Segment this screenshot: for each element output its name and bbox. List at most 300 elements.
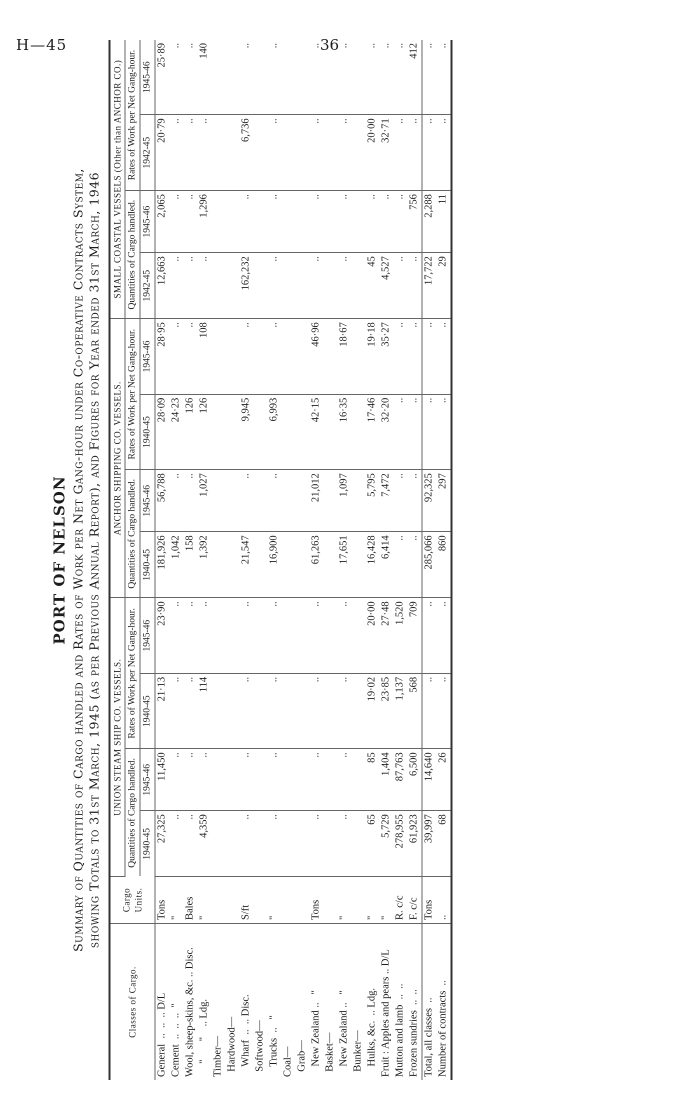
cargo-class-cell: Fruit : Apples and pears .. D/L <box>380 948 392 1077</box>
value-cell <box>254 748 268 810</box>
value-cell: .. <box>338 673 352 749</box>
value-cell <box>296 597 310 673</box>
table-row <box>422 40 437 1080</box>
table-row <box>296 40 310 1080</box>
value-cell: .. <box>184 748 198 810</box>
union-header: UNION STEAM SHIP CO. VESSELS. <box>110 597 126 876</box>
value-cell: 278,955 <box>394 810 408 876</box>
table-row <box>254 40 268 1080</box>
value-cell <box>296 531 310 597</box>
value-cell: .. <box>170 810 184 876</box>
value-cell: 23·90 <box>155 597 170 673</box>
year-header: 1945-46 <box>140 318 155 394</box>
value-cell: .. <box>184 673 198 749</box>
value-cell <box>226 748 240 810</box>
value-cell: .. <box>310 810 324 876</box>
value-cell: 12,663 <box>155 252 170 318</box>
value-cell <box>254 810 268 876</box>
value-cell: .. <box>240 318 254 394</box>
value-cell: 1,042 <box>170 531 184 597</box>
value-cell <box>352 673 366 749</box>
cargo-unit-cell: Bales <box>184 876 198 923</box>
cargo-unit-cell: Tons <box>310 876 324 923</box>
value-cell: .. <box>408 394 423 470</box>
value-cell: .. <box>268 318 282 394</box>
value-cell: .. <box>184 810 198 876</box>
value-cell: .. <box>394 252 408 318</box>
value-cell <box>212 810 226 876</box>
value-cell: .. <box>240 597 254 673</box>
value-cell: 18·67 <box>338 318 352 394</box>
value-cell: 6,736 <box>240 114 254 190</box>
value-cell <box>296 190 310 252</box>
value-cell: .. <box>437 394 452 470</box>
small-header: SMALL COASTAL VESSELS (Other than ANCHOR CO.) <box>110 40 126 319</box>
value-cell: .. <box>240 673 254 749</box>
value-cell: .. <box>338 40 352 115</box>
cargo-unit-cell: " <box>366 876 380 923</box>
value-cell: 20·00 <box>366 597 380 673</box>
cargo-class-cell: Basket— <box>324 1032 336 1077</box>
value-cell: 1,137 <box>394 673 408 749</box>
value-cell: 32·20 <box>380 394 394 470</box>
cargo-class-cell: New Zealand .. " <box>310 989 322 1077</box>
value-cell <box>296 469 310 531</box>
value-cell: 26 <box>437 748 452 810</box>
value-cell: .. <box>184 252 198 318</box>
value-cell: 65 <box>366 810 380 876</box>
value-cell: .. <box>170 190 184 252</box>
value-cell: 2,288 <box>422 190 437 252</box>
value-cell: 16·35 <box>338 394 352 470</box>
value-cell: .. <box>408 114 423 190</box>
value-cell <box>296 40 310 115</box>
value-cell: 16,428 <box>366 531 380 597</box>
value-cell: 39,997 <box>422 810 437 876</box>
page-number: 36 <box>320 36 340 54</box>
table-row <box>268 40 282 1080</box>
table-row <box>380 40 394 1080</box>
union-rates-header: Rates of Work per Net Gang-hour. <box>125 597 140 748</box>
value-cell: 68 <box>437 810 452 876</box>
value-cell: 568 <box>408 673 423 749</box>
value-cell: .. <box>437 673 452 749</box>
value-cell: .. <box>310 190 324 252</box>
page-series: H—45 <box>16 36 68 54</box>
value-cell: .. <box>394 190 408 252</box>
value-cell: 21,547 <box>240 531 254 597</box>
cargo-class-cell: Softwood— <box>254 1019 266 1077</box>
cargo-unit-cell: " <box>198 876 212 923</box>
value-cell: 42·15 <box>310 394 324 470</box>
union-qty-header: Quantities of Cargo handled. <box>125 748 140 876</box>
value-cell: 126 <box>184 394 198 470</box>
value-cell: .. <box>310 252 324 318</box>
value-cell: .. <box>198 252 212 318</box>
year-header: 1942-45 <box>140 252 155 318</box>
value-cell: 23·85 <box>380 673 394 749</box>
cargo-unit-cell <box>324 876 338 923</box>
value-cell: .. <box>170 597 184 673</box>
anchor-header: ANCHOR SHIPPING CO. VESSELS. <box>110 318 126 597</box>
table-row <box>324 40 338 1080</box>
value-cell: 158 <box>184 531 198 597</box>
value-cell: .. <box>437 597 452 673</box>
value-cell: .. <box>268 673 282 749</box>
table-row <box>394 40 408 1080</box>
value-cell: .. <box>198 748 212 810</box>
value-cell: 412 <box>408 40 423 115</box>
cargo-class-cell: General .. .. .. D/L <box>156 992 168 1077</box>
value-cell: 297 <box>437 469 452 531</box>
value-cell <box>352 469 366 531</box>
cargo-unit-cell: S/ft <box>240 876 254 923</box>
value-cell: 19·18 <box>366 318 380 394</box>
table-row <box>338 40 352 1080</box>
value-cell <box>212 40 226 115</box>
value-cell: 1,296 <box>198 190 212 252</box>
value-cell: 61,923 <box>408 810 423 876</box>
cargo-class-cell: Trucks .. " <box>268 1014 280 1077</box>
table-row <box>198 40 212 1080</box>
value-cell <box>254 394 268 470</box>
value-cell: .. <box>338 810 352 876</box>
value-cell <box>296 748 310 810</box>
cargo-summary-table <box>109 40 453 1080</box>
value-cell: 61,263 <box>310 531 324 597</box>
value-cell: 27·48 <box>380 597 394 673</box>
value-cell: 11 <box>437 190 452 252</box>
year-header: 1945-46 <box>140 597 155 673</box>
table-row <box>366 40 380 1080</box>
table-row <box>437 40 452 1080</box>
value-cell: .. <box>268 469 282 531</box>
value-cell: .. <box>338 190 352 252</box>
value-cell: 85 <box>366 748 380 810</box>
table-row <box>212 40 226 1080</box>
value-cell: 1,404 <box>380 748 394 810</box>
anchor-qty-header: Quantities of Cargo handled. <box>125 469 140 597</box>
value-cell: 5,729 <box>380 810 394 876</box>
value-cell <box>212 114 226 190</box>
value-cell: .. <box>422 114 437 190</box>
value-cell: .. <box>310 114 324 190</box>
value-cell: .. <box>338 252 352 318</box>
value-cell: .. <box>240 40 254 115</box>
value-cell: 28·95 <box>155 318 170 394</box>
cargo-class-cell: Hulks, &c. .. Ldg. <box>366 987 378 1077</box>
rotated-table-page <box>43 40 658 1080</box>
value-cell: .. <box>366 190 380 252</box>
value-cell <box>212 394 226 470</box>
value-cell: 11,450 <box>155 748 170 810</box>
value-cell <box>254 318 268 394</box>
value-cell <box>324 190 338 252</box>
value-cell: 24·23 <box>170 394 184 470</box>
table-row <box>352 40 366 1080</box>
value-cell: .. <box>170 673 184 749</box>
value-cell: .. <box>422 318 437 394</box>
value-cell: .. <box>268 252 282 318</box>
value-cell: .. <box>408 531 423 597</box>
value-cell <box>254 531 268 597</box>
value-cell: .. <box>268 748 282 810</box>
value-cell <box>324 597 338 673</box>
value-cell <box>212 673 226 749</box>
value-cell <box>296 114 310 190</box>
value-cell: 2,065 <box>155 190 170 252</box>
value-cell <box>212 252 226 318</box>
value-cell <box>324 531 338 597</box>
value-cell: .. <box>184 114 198 190</box>
cargo-unit-cell <box>212 876 226 923</box>
title-line-1: Summary of Quantities of Cargo handled and Rates of Work per Net Gang-hour under Co-operative Contracts System, <box>70 167 86 952</box>
value-cell: 6,993 <box>268 394 282 470</box>
table-row <box>184 40 198 1080</box>
value-cell: .. <box>408 252 423 318</box>
value-cell <box>226 318 240 394</box>
value-cell: 1,392 <box>198 531 212 597</box>
value-cell: 181,926 <box>155 531 170 597</box>
value-cell: 45 <box>366 252 380 318</box>
value-cell: .. <box>394 318 408 394</box>
value-cell <box>352 597 366 673</box>
year-header: 1945-46 <box>140 190 155 252</box>
value-cell <box>296 810 310 876</box>
value-cell: .. <box>184 40 198 115</box>
value-cell: .. <box>437 40 452 115</box>
value-cell <box>296 252 310 318</box>
value-cell: 1,520 <box>394 597 408 673</box>
value-cell: 46·96 <box>310 318 324 394</box>
value-cell: .. <box>170 469 184 531</box>
year-header: 1942-45 <box>140 114 155 190</box>
value-cell <box>282 394 296 470</box>
value-cell <box>282 190 296 252</box>
value-cell: .. <box>170 748 184 810</box>
cargo-unit-cell: .. <box>437 876 452 923</box>
cargo-class-cell: Cement .. .. .. " <box>170 1002 182 1077</box>
anchor-rates-header: Rates of Work per Net Gang-hour. <box>125 318 140 469</box>
value-cell: 17,651 <box>338 531 352 597</box>
value-cell <box>296 318 310 394</box>
cargo-unit-cell: " <box>380 876 394 923</box>
value-cell: 20·79 <box>155 114 170 190</box>
value-cell: 25·89 <box>155 40 170 115</box>
value-cell <box>324 318 338 394</box>
value-cell <box>324 469 338 531</box>
small-qty-header: Quantities of Cargo handled. <box>125 190 140 318</box>
value-cell: .. <box>184 469 198 531</box>
table-row <box>240 40 254 1080</box>
cargo-class-cell: " " .. Ldg. <box>198 998 210 1077</box>
value-cell <box>324 810 338 876</box>
table-row <box>226 40 240 1080</box>
value-cell: .. <box>422 673 437 749</box>
cargo-class-cell: Timber— <box>212 1035 224 1077</box>
value-cell: 7,472 <box>380 469 394 531</box>
value-cell <box>324 114 338 190</box>
year-header: 1945-46 <box>140 469 155 531</box>
value-cell: .. <box>170 252 184 318</box>
value-cell <box>282 318 296 394</box>
small-rates-header: Rates of Work per Net Gang-hour. <box>125 40 140 191</box>
value-cell: .. <box>422 597 437 673</box>
table-row <box>170 40 184 1080</box>
cargo-unit-cell <box>254 876 268 923</box>
cargo-class-cell: Hardwood— <box>226 1016 238 1077</box>
value-cell: 16,900 <box>268 531 282 597</box>
cargo-unit-cell: " <box>170 876 184 923</box>
value-cell: .. <box>394 114 408 190</box>
value-cell <box>352 252 366 318</box>
value-cell: 17·46 <box>366 394 380 470</box>
value-cell: .. <box>198 114 212 190</box>
value-cell <box>254 597 268 673</box>
cargo-class-cell: Frozen sundries .. .. <box>408 988 420 1077</box>
cargo-class-cell: Grab— <box>296 1039 308 1077</box>
cargo-class-cell: Wool, sheep-skins, &c. .. Disc. <box>184 946 196 1077</box>
value-cell: .. <box>394 394 408 470</box>
value-cell <box>352 531 366 597</box>
value-cell <box>296 394 310 470</box>
value-cell <box>352 40 366 115</box>
year-header: 1945-46 <box>140 748 155 810</box>
cargo-unit-cell: R. c/c <box>394 876 408 923</box>
year-header: 1945-46 <box>140 40 155 115</box>
value-cell: 756 <box>408 190 423 252</box>
value-cell <box>254 469 268 531</box>
table-row <box>155 40 170 1080</box>
value-cell <box>226 40 240 115</box>
value-cell: .. <box>422 394 437 470</box>
value-cell: .. <box>338 597 352 673</box>
value-cell: .. <box>240 810 254 876</box>
value-cell: 114 <box>198 673 212 749</box>
value-cell: 162,232 <box>240 252 254 318</box>
cargo-unit-cell: Tons <box>155 876 170 923</box>
value-cell <box>226 673 240 749</box>
cargo-class-cell: Mutton and lamb .. .. <box>394 983 406 1077</box>
value-cell <box>324 394 338 470</box>
value-cell: .. <box>310 673 324 749</box>
value-cell: .. <box>408 469 423 531</box>
value-cell <box>254 190 268 252</box>
value-cell <box>254 40 268 115</box>
cargo-class-cell: Number of contracts .. <box>437 923 452 1080</box>
table-title <box>71 40 103 1080</box>
value-cell: 4,359 <box>198 810 212 876</box>
year-header: 1940-45 <box>140 394 155 470</box>
value-cell: .. <box>240 469 254 531</box>
table-body <box>155 40 452 1080</box>
value-cell: 21,012 <box>310 469 324 531</box>
value-cell: 709 <box>408 597 423 673</box>
cargo-class-cell: Total, all classes .. <box>422 923 437 1080</box>
value-cell <box>352 318 366 394</box>
value-cell: 29 <box>437 252 452 318</box>
value-cell <box>324 673 338 749</box>
cargo-unit-cell: " <box>338 876 352 923</box>
value-cell <box>226 190 240 252</box>
value-cell <box>212 531 226 597</box>
value-cell: 35·27 <box>380 318 394 394</box>
value-cell <box>324 748 338 810</box>
value-cell: 285,066 <box>422 531 437 597</box>
value-cell: .. <box>310 748 324 810</box>
value-cell <box>352 748 366 810</box>
cargo-class-cell: Bunker— <box>352 1029 364 1077</box>
value-cell <box>282 40 296 115</box>
value-cell <box>226 394 240 470</box>
cargo-unit-cell: F. c/c <box>408 876 423 923</box>
value-cell <box>282 114 296 190</box>
value-cell: .. <box>240 748 254 810</box>
value-cell: 92,325 <box>422 469 437 531</box>
table-row <box>408 40 423 1080</box>
value-cell: .. <box>170 40 184 115</box>
value-cell: .. <box>240 190 254 252</box>
value-cell <box>282 469 296 531</box>
value-cell <box>282 597 296 673</box>
cargo-class-cell: New Zealand .. " <box>338 989 350 1077</box>
value-cell: 19·02 <box>366 673 380 749</box>
value-cell <box>212 469 226 531</box>
value-cell: 87,763 <box>394 748 408 810</box>
value-cell: 21·13 <box>155 673 170 749</box>
title-line-2: showing Totals to 31st March, 1945 (as per Previous Annual Report), and Figures for Year ended 31st March, 1946 <box>86 171 102 948</box>
value-cell: .. <box>170 114 184 190</box>
value-cell: 20·00 <box>366 114 380 190</box>
value-cell: 6,500 <box>408 748 423 810</box>
value-cell <box>226 114 240 190</box>
value-cell <box>212 748 226 810</box>
value-cell: 17,722 <box>422 252 437 318</box>
value-cell: .. <box>394 469 408 531</box>
value-cell: .. <box>268 810 282 876</box>
year-header: 1940-45 <box>140 810 155 876</box>
cargo-unit-cell: " <box>268 876 282 923</box>
value-cell: .. <box>268 40 282 115</box>
cargo-unit-cell <box>226 876 240 923</box>
value-cell: .. <box>170 318 184 394</box>
value-cell <box>282 810 296 876</box>
value-cell: 140 <box>198 40 212 115</box>
units-header: Cargo Units. <box>110 876 156 923</box>
value-cell: .. <box>184 318 198 394</box>
value-cell <box>226 597 240 673</box>
value-cell: 14,640 <box>422 748 437 810</box>
value-cell <box>352 810 366 876</box>
value-cell <box>226 469 240 531</box>
value-cell <box>352 394 366 470</box>
value-cell <box>254 114 268 190</box>
value-cell <box>296 673 310 749</box>
cargo-unit-cell <box>282 876 296 923</box>
value-cell: .. <box>338 114 352 190</box>
value-cell: 56,788 <box>155 469 170 531</box>
value-cell <box>324 252 338 318</box>
value-cell <box>254 252 268 318</box>
value-cell: 108 <box>198 318 212 394</box>
value-cell: .. <box>437 114 452 190</box>
cargo-unit-cell <box>296 876 310 923</box>
value-cell: 860 <box>437 531 452 597</box>
value-cell: .. <box>184 190 198 252</box>
value-cell: 1,097 <box>338 469 352 531</box>
value-cell: 126 <box>198 394 212 470</box>
value-cell <box>212 318 226 394</box>
